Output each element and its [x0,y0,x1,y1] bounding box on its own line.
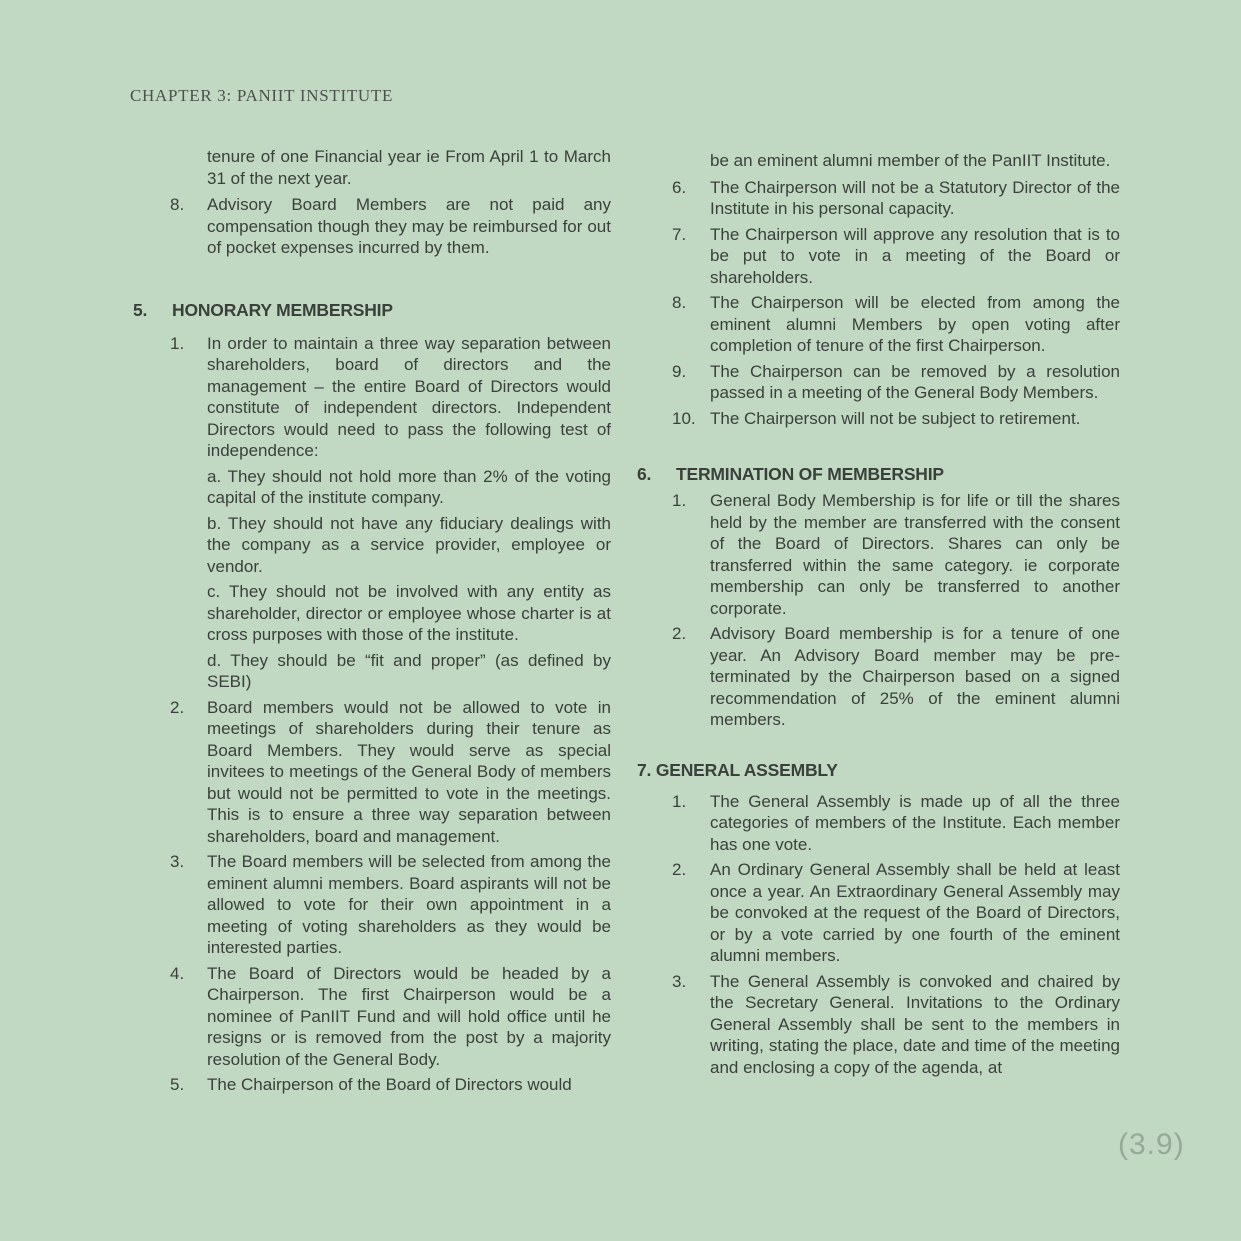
list-number: 2. [170,697,185,717]
chapter-header: CHAPTER 3: PANIIT INSTITUTE [130,86,394,105]
list-item-text: The General Assembly is convoked and chaired by the Secretary General. Invitations to the Ordinary General Assembly shall be sent to the members in writing, stating the place, date and time of the meeting and enclosing a copy of the agenda, at [710,971,1120,1077]
continuation-paragraph: tenure of one Financial year ie From April 1 to March 31 of the next year. [207,147,611,188]
list-item-3 [637,971,1120,1079]
list-item-2 [637,859,1120,967]
list-item-10 [637,408,1120,430]
list-item-8 [637,292,1120,357]
list-number: 3. [170,852,185,871]
list-item-1 [637,791,1120,856]
list-number: 8. [170,195,185,214]
section-number: 6. [637,464,652,484]
list-item-text: The Chairperson will not be subject to retirement. [710,408,1081,428]
list-item-text: Advisory Board membership is for a tenure of one year. An Advisory Board member may be pre-terminated by the Chairperson based on a signed recommendation of 25% of the eminent alumni members. [710,624,1120,729]
list-item-4 [133,963,611,1071]
list-number: 7. [672,224,687,244]
list-item-text: An Ordinary General Assembly shall be held at least once a year. An Extraordinary General Assembly may be convoked at the request of the Board of Directors, or by a vote carried by one fourth of the eminent alumni members. [710,860,1120,965]
list-item-8 [133,194,611,259]
section-heading-honorary-membership [133,299,611,321]
list-item-text: The Chairperson can be removed by a resolution passed in a meeting of the General Body Members. [710,361,1120,402]
list-item-text: The Board members will be selected from among the eminent alumni members. Board aspirants will not be allowed to vote for their own appointment in a meeting of voting shareholders as they would be interested parties. [207,852,611,957]
page-number: (3.9) [1118,1128,1185,1161]
list-number: 1. [672,491,687,510]
sub-item-c: c. They should not be involved with any entity as shareholder, director or employee whose charter is at cross purposes with those of the institute. [207,582,611,644]
section-number: 5. [133,299,148,320]
list-item-text: Advisory Board Members are not paid any compensation though they may be reimbursed for out of pocket expenses incurred by them. [207,195,611,257]
list-item-2 [637,623,1120,731]
list-item-text: The Chairperson will approve any resolution that is to be put to vote in a meeting of the Board or shareholders. [710,224,1120,287]
right-column [637,144,1120,1078]
sub-item-d: d. They should be “fit and proper” (as defined by SEBI) [207,650,611,691]
list-item-text: The Board of Directors would be headed by a Chairperson. The first Chairperson would be a nominee of PanIIT Fund and will hold office until he resigns or is removed from the post by a majority resolution of the General Body. [207,963,611,1069]
list-item-text: In order to maintain a three way separation between shareholders, board of directors and the management – the entire Board of Directors would constitute of independent directors. Independent Directors would need to pass the following test of independence: [207,333,611,460]
list-number: 2. [672,860,687,879]
list-item-2 [133,697,611,848]
list-item-9 [637,361,1120,404]
sub-item-b: b. They should not have any fiduciary dealings with the company as a service provider, employee or vendor. [207,513,611,576]
sub-item-a: a. They should not hold more than 2% of the voting capital of the institute company. [207,466,611,507]
section-title: 7. GENERAL ASSEMBLY [637,759,838,780]
list-number: 9. [672,361,687,381]
list-item-6 [637,177,1120,220]
list-item-1 [133,333,611,693]
list-number: 8. [672,293,687,312]
list-number: 2. [672,624,687,643]
list-item-text: The Chairperson will be elected from among the eminent alumni Members by open voting after completion of tenure of the first Chairperson. [710,293,1120,355]
continuation-paragraph: be an eminent alumni member of the PanIIT Institute. [710,151,1111,170]
list-number: 6. [672,177,687,197]
list-number: 3. [672,971,687,991]
list-item-1 [637,490,1120,619]
list-number: 4. [170,963,185,983]
list-item-text: Board members would not be allowed to vote in meetings of shareholders during their tenure as Board Members. They would serve as special invitees to meetings of the General Body of members but would not be permitted to vote in the meetings. This is to ensure a three way separation between shareholders, board and management. [207,697,611,846]
list-item-5 [133,1074,611,1096]
list-number: 5. [170,1075,185,1094]
list-number: 1. [170,333,185,353]
list-item-text: The Chairperson of the Board of Directors would [207,1075,572,1094]
left-column [133,140,611,1096]
section-title: TERMINATION OF MEMBERSHIP [676,464,944,484]
section-heading-general-assembly [637,759,1120,781]
list-item-text: The General Assembly is made up of all the three categories of members of the Institute. Each member has one vote. [710,791,1120,854]
section-heading-termination-of-membership [637,463,1120,485]
list-number: 10. [672,408,696,428]
list-item-text: General Body Membership is for life or till the shares held by the member are transferred with the consent of the Board of Directors. Shares can only be transferred within the same category. ie corporate membership can only be transferred to another corporate. [710,491,1120,618]
list-number: 1. [672,791,687,811]
list-item-7 [637,224,1120,289]
list-item-3 [133,851,611,959]
section-title: HONORARY MEMBERSHIP [172,299,393,320]
list-item-text: The Chairperson will not be a Statutory Director of the Institute in his personal capacity. [710,177,1120,218]
